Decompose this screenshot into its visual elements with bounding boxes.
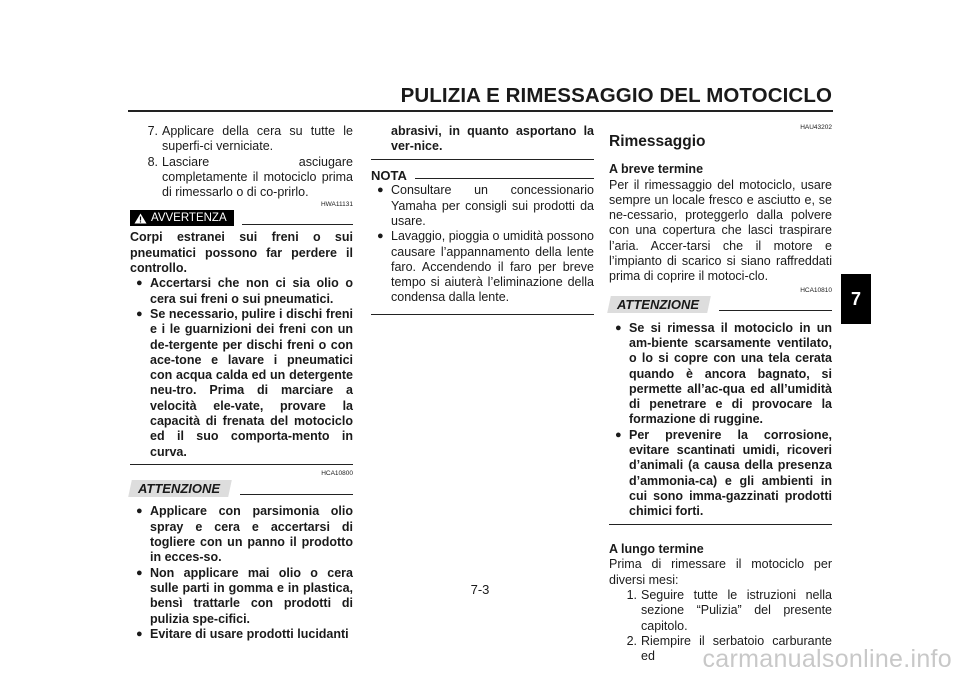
note-bullet bbox=[371, 183, 594, 229]
warning-label: AVVERTENZA bbox=[151, 212, 227, 225]
page-title: PULIZIA E RIMESSAGGIO DEL MOTOCICLO bbox=[400, 84, 832, 107]
bullet-text: Se si rimessa il motociclo in un am-biente scarsamente ventilato, o lo si copre con una tela cerata quando è ancora bagnato, si permette all’ac-qua ed all’umidità di penetrare e di provocare la formazione di ruggine. bbox=[629, 320, 832, 427]
bullet-icon: ● bbox=[136, 566, 143, 579]
warning-triangle-icon bbox=[134, 213, 147, 224]
column-middle bbox=[371, 124, 594, 315]
bullet-text: Se necessario, pulire i dischi freni e i le guarnizioni dei freni con un de-tergente per dischi freni o con ace-tone e lavare i pneumatici con acqua calda ed un detergente neu-tro. Prima di marciare a velocità ele-vate, provare la capacità di frenata del motociclo ed il suo comporta-mento in curva. bbox=[150, 306, 353, 459]
short-term-text: Per il rimessaggio del motociclo, usare sempre un locale fresco e asciutto e, se ne-cessario, proteggerlo dalla polvere con una copertura che lasci traspirare l’aria. Accer-tarsi che il motore e l’impianto di scarico si siano raffreddati prima di coprire il motoci-clo. bbox=[609, 177, 832, 284]
caution-bullet bbox=[609, 428, 832, 520]
long-term-text: Prima di rimessare il motociclo per diversi mesi: bbox=[609, 557, 832, 587]
chapter-tab: 7 bbox=[841, 274, 871, 324]
step-number: 8. bbox=[147, 154, 158, 169]
bullet-icon: ● bbox=[136, 505, 143, 518]
step-text: Seguire tutte le istruzioni nella sezione “Pulizia” del presente capitolo. bbox=[641, 587, 832, 633]
note-bullet bbox=[371, 229, 594, 305]
bullet-text: Lavaggio, pioggia o umidità possono causare l’appannamento della lente faro. Accendendo il faro per breve tempo si aiuterà l’eliminazione della condensa dalla lente. bbox=[391, 229, 594, 305]
warning-end-rule bbox=[130, 464, 353, 466]
bullet-icon: ● bbox=[377, 184, 384, 197]
header-rule bbox=[128, 110, 833, 112]
bullet-icon: ● bbox=[136, 627, 143, 640]
section-code: HAU43202 bbox=[800, 124, 832, 131]
caution-code: HCA10810 bbox=[800, 286, 832, 294]
caution-code: HCA10800 bbox=[321, 470, 353, 478]
warning-header bbox=[130, 209, 353, 227]
note-header bbox=[371, 168, 594, 183]
bullet-icon: ● bbox=[377, 230, 384, 243]
note-label: NOTA bbox=[371, 168, 407, 184]
step-text: Riempire il serbatoio carburante ed bbox=[641, 633, 832, 664]
bullet-text: Applicare con parsimonia olio spray e cera e accertarsi di togliere con un panno il prodotto in ecces-so. bbox=[150, 504, 353, 565]
caution-bullet bbox=[130, 504, 353, 565]
bullet-text: Non applicare mai olio o cera sulle parti in gomma e in plastica, bensì trattarle con prodotti di pulizia spe-cifici. bbox=[150, 565, 353, 626]
step-number: 7. bbox=[147, 124, 158, 138]
step-text: Applicare della cera su tutte le superfi-ci verniciate. bbox=[162, 124, 353, 154]
caution-header bbox=[609, 295, 832, 315]
page-number: 7-3 bbox=[470, 582, 490, 597]
warning-code: HWA11131 bbox=[320, 201, 353, 209]
column-left bbox=[130, 124, 353, 642]
caution-bullet bbox=[130, 627, 353, 642]
caution-continued bbox=[371, 124, 594, 155]
bullet-text: Accertarsi che non ci sia olio o cera sui freni o sui pneumatici. bbox=[150, 276, 353, 306]
caution-label: ATTENZIONE bbox=[617, 297, 700, 313]
bullet-text: Evitare di usare prodotti lucidanti bbox=[150, 626, 349, 641]
bullet-icon: ● bbox=[615, 321, 622, 334]
bullet-icon: ● bbox=[615, 428, 622, 441]
step-number: 2. bbox=[626, 633, 637, 648]
watermark: carmanualsonline.info bbox=[702, 645, 952, 673]
bullet-icon: ● bbox=[136, 307, 143, 320]
note-end-rule bbox=[371, 314, 594, 315]
long-term-title: A lungo termine bbox=[609, 542, 704, 557]
bullet-text: abrasivi, in quanto asportano la ver-nice. bbox=[391, 124, 594, 154]
short-term-title: A breve termine bbox=[609, 162, 704, 177]
step-number: 1. bbox=[626, 587, 637, 602]
bullet-text: Consultare un concessionario Yamaha per consigli sui prodotti da usare. bbox=[391, 183, 594, 228]
warning-bullet bbox=[130, 307, 353, 460]
warning-intro: Corpi estranei sui freni o sui pneumatici possono far perdere il controllo. bbox=[130, 230, 353, 276]
caution-label: ATTENZIONE bbox=[138, 480, 221, 496]
caution-header bbox=[130, 478, 353, 498]
step-8 bbox=[130, 155, 353, 201]
step-7 bbox=[130, 124, 353, 155]
bullet-icon: ● bbox=[136, 277, 143, 290]
step-text: Lasciare asciugare completamente il motociclo prima di rimessarlo o di co-prirlo. bbox=[162, 154, 353, 200]
caution-end-rule bbox=[609, 524, 832, 526]
caution-bullet bbox=[609, 321, 832, 428]
bullet-text: Per prevenire la corrosione, evitare scantinati umidi, ricoveri d’animali (a causa della presenza d’ammonia-ca) e gli ambienti in cui sono imma-gazzinati prodotti chimici forti. bbox=[629, 427, 832, 519]
caution-end-rule bbox=[371, 159, 594, 161]
warning-bullet bbox=[130, 276, 353, 307]
section-heading: Rimessaggio bbox=[609, 133, 706, 150]
